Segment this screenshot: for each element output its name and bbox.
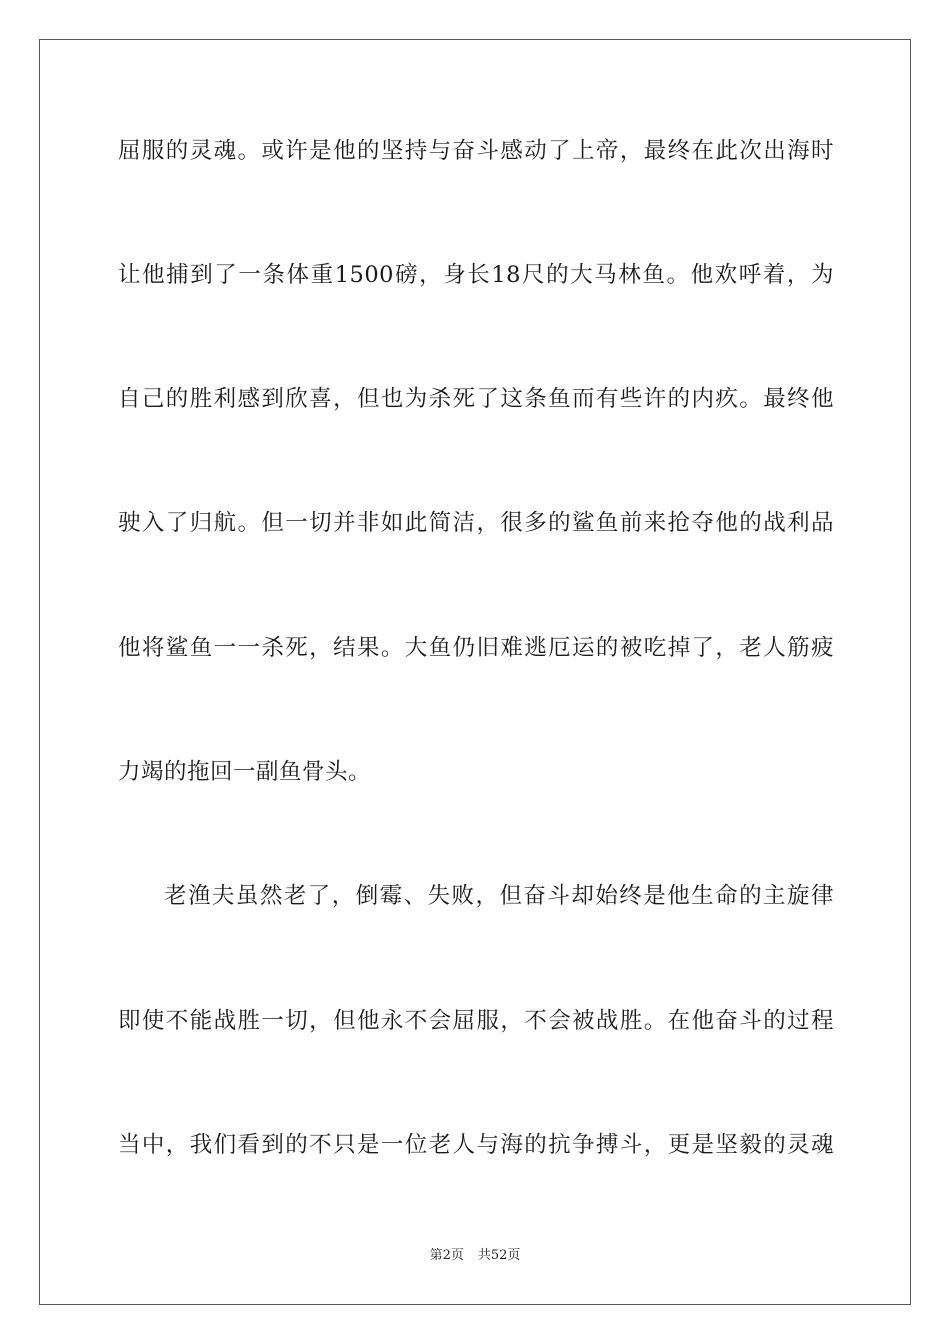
paragraph-line-1: 屈服的灵魂。或许是他的坚持与奋斗感动了上帝，最终在此次出海时: [118, 138, 834, 164]
paragraph-line-7: 老渔夫虽然老了，倒霉、失败，但奋斗却始终是他生命的主旋律: [164, 883, 834, 909]
page-footer: [0, 1246, 950, 1266]
paragraph-line-5: 他将鲨鱼一一杀死，结果。大鱼仍旧难逃厄运的被吃掉了，老人筋疲: [118, 635, 834, 661]
paragraph-line-2: 让他捕到了一条体重1500磅，身长18尺的大马林鱼。他欢呼着，为: [118, 262, 834, 288]
page-total: 共52页: [477, 1248, 521, 1263]
paragraph-line-9: 当中，我们看到的不只是一位老人与海的抗争搏斗，更是坚毅的灵魂: [118, 1132, 834, 1158]
paragraph-line-4: 驶入了归航。但一切并非如此简洁，很多的鲨鱼前来抢夺他的战利品: [118, 510, 834, 536]
page-number: 第2页: [429, 1248, 464, 1263]
paragraph-line-3: 自己的胜利感到欣喜，但也为杀死了这条鱼而有些许的内疚。最终他: [118, 386, 834, 412]
paragraph-line-6: 力竭的拖回一副鱼骨头。: [118, 759, 372, 785]
page-border: [39, 39, 911, 1305]
paragraph-line-8: 即使不能战胜一切，但他永不会屈服，不会被战胜。在他奋斗的过程: [118, 1008, 834, 1034]
